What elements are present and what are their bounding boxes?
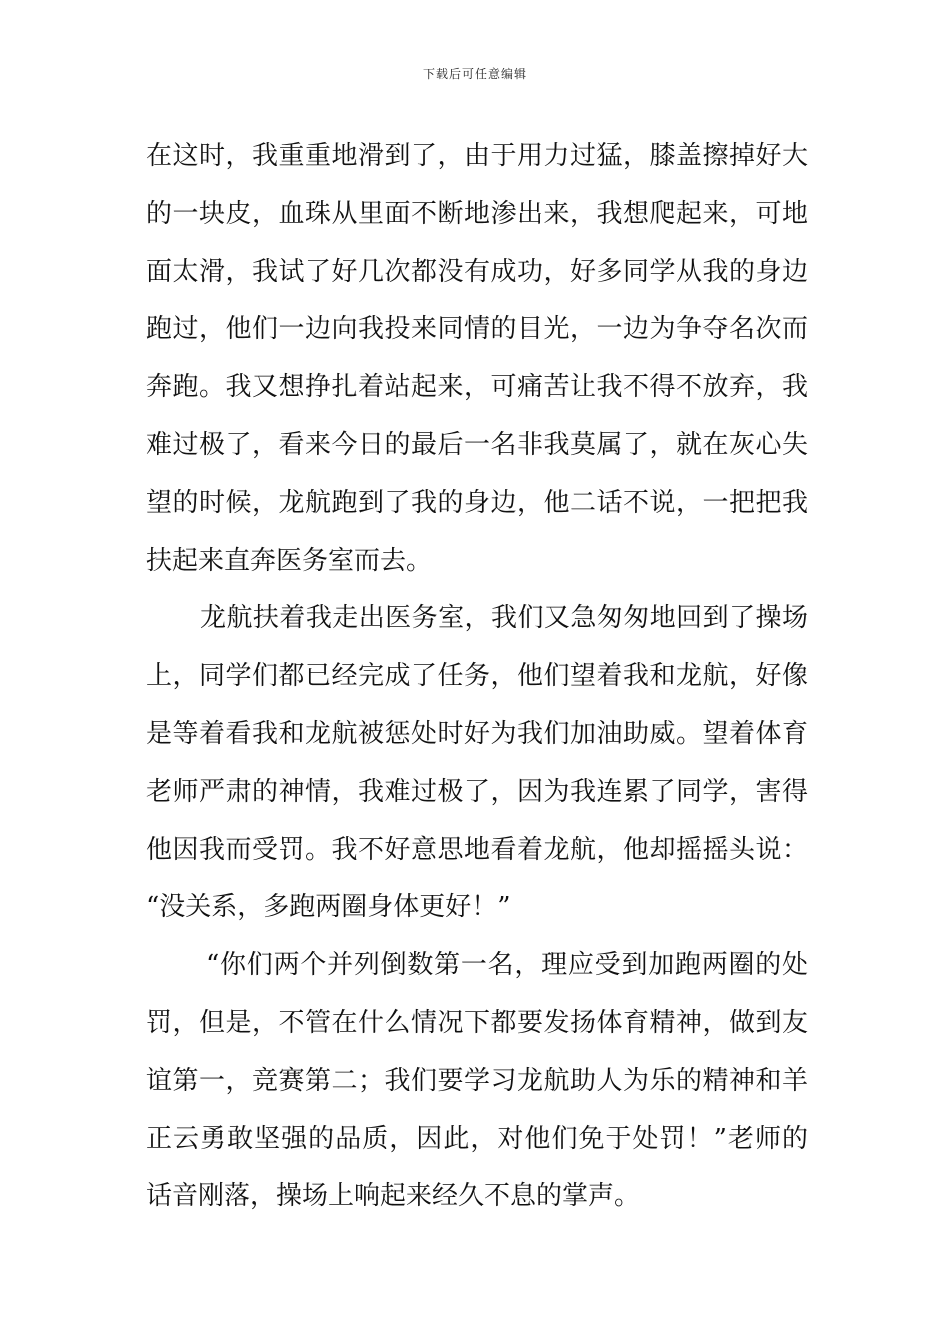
text-line: 奔跑。我又想挣扎着站起来，可痛苦让我不得不放弃，我 (146, 372, 808, 403)
paragraph-1 (146, 128, 808, 590)
body-text (146, 128, 808, 1226)
text-line: “没关系，多跑两圈身体更好！” (146, 892, 511, 923)
text-line: 是等着看我和龙航被惩处时好为我们加油助威。望着体育 (146, 718, 808, 749)
text-line: 面太滑，我试了好几次都没有成功，好多同学从我的身边 (146, 256, 808, 287)
text-line: 在这时，我重重地滑到了，由于用力过猛，膝盖擦掉好大 (146, 141, 808, 171)
text-line: 难过极了，看来今日的最后一名非我莫属了，就在灰心失 (146, 429, 808, 460)
page-header: 下载后可任意编辑 (422, 67, 527, 81)
text-line: “你们两个并列倒数第一名，理应受到加跑两圈的处 (206, 950, 808, 981)
text-line: 上，同学们都已经完成了任务，他们望着我和龙航，好像 (146, 661, 808, 692)
text-line: 的一块皮，血珠从里面不断地渗出来，我想爬起来，可地 (146, 198, 808, 229)
paragraph-3 (146, 937, 808, 1226)
text-line: 正云勇敢坚强的品质，因此，对他们免于处罚！”老师的 (146, 1123, 808, 1154)
text-line: 扶起来直奔医务室而去。 (146, 545, 433, 576)
text-line: 话音刚落，操场上响起来经久不息的掌声。 (146, 1181, 641, 1212)
text-line: 望的时候，龙航跑到了我的身边，他二话不说，一把把我 (146, 487, 808, 518)
text-line: 他因我而受罚。我不好意思地看着龙航，他却摇摇头说： (146, 834, 808, 865)
text-line: 龙航扶着我走出医务室，我们又急匆匆地回到了操场 (200, 603, 808, 634)
text-line: 谊第一，竞赛第二；我们要学习龙航助人为乐的精神和羊 (146, 1065, 808, 1096)
paragraph-2 (146, 590, 808, 937)
text-line: 老师严肃的神情，我难过极了，因为我连累了同学，害得 (146, 776, 808, 807)
text-line: 罚，但是，不管在什么情况下都要发扬体育精神，做到友 (146, 1007, 808, 1038)
text-line: 跑过，他们一边向我投来同情的目光，一边为争夺名次而 (146, 314, 808, 345)
